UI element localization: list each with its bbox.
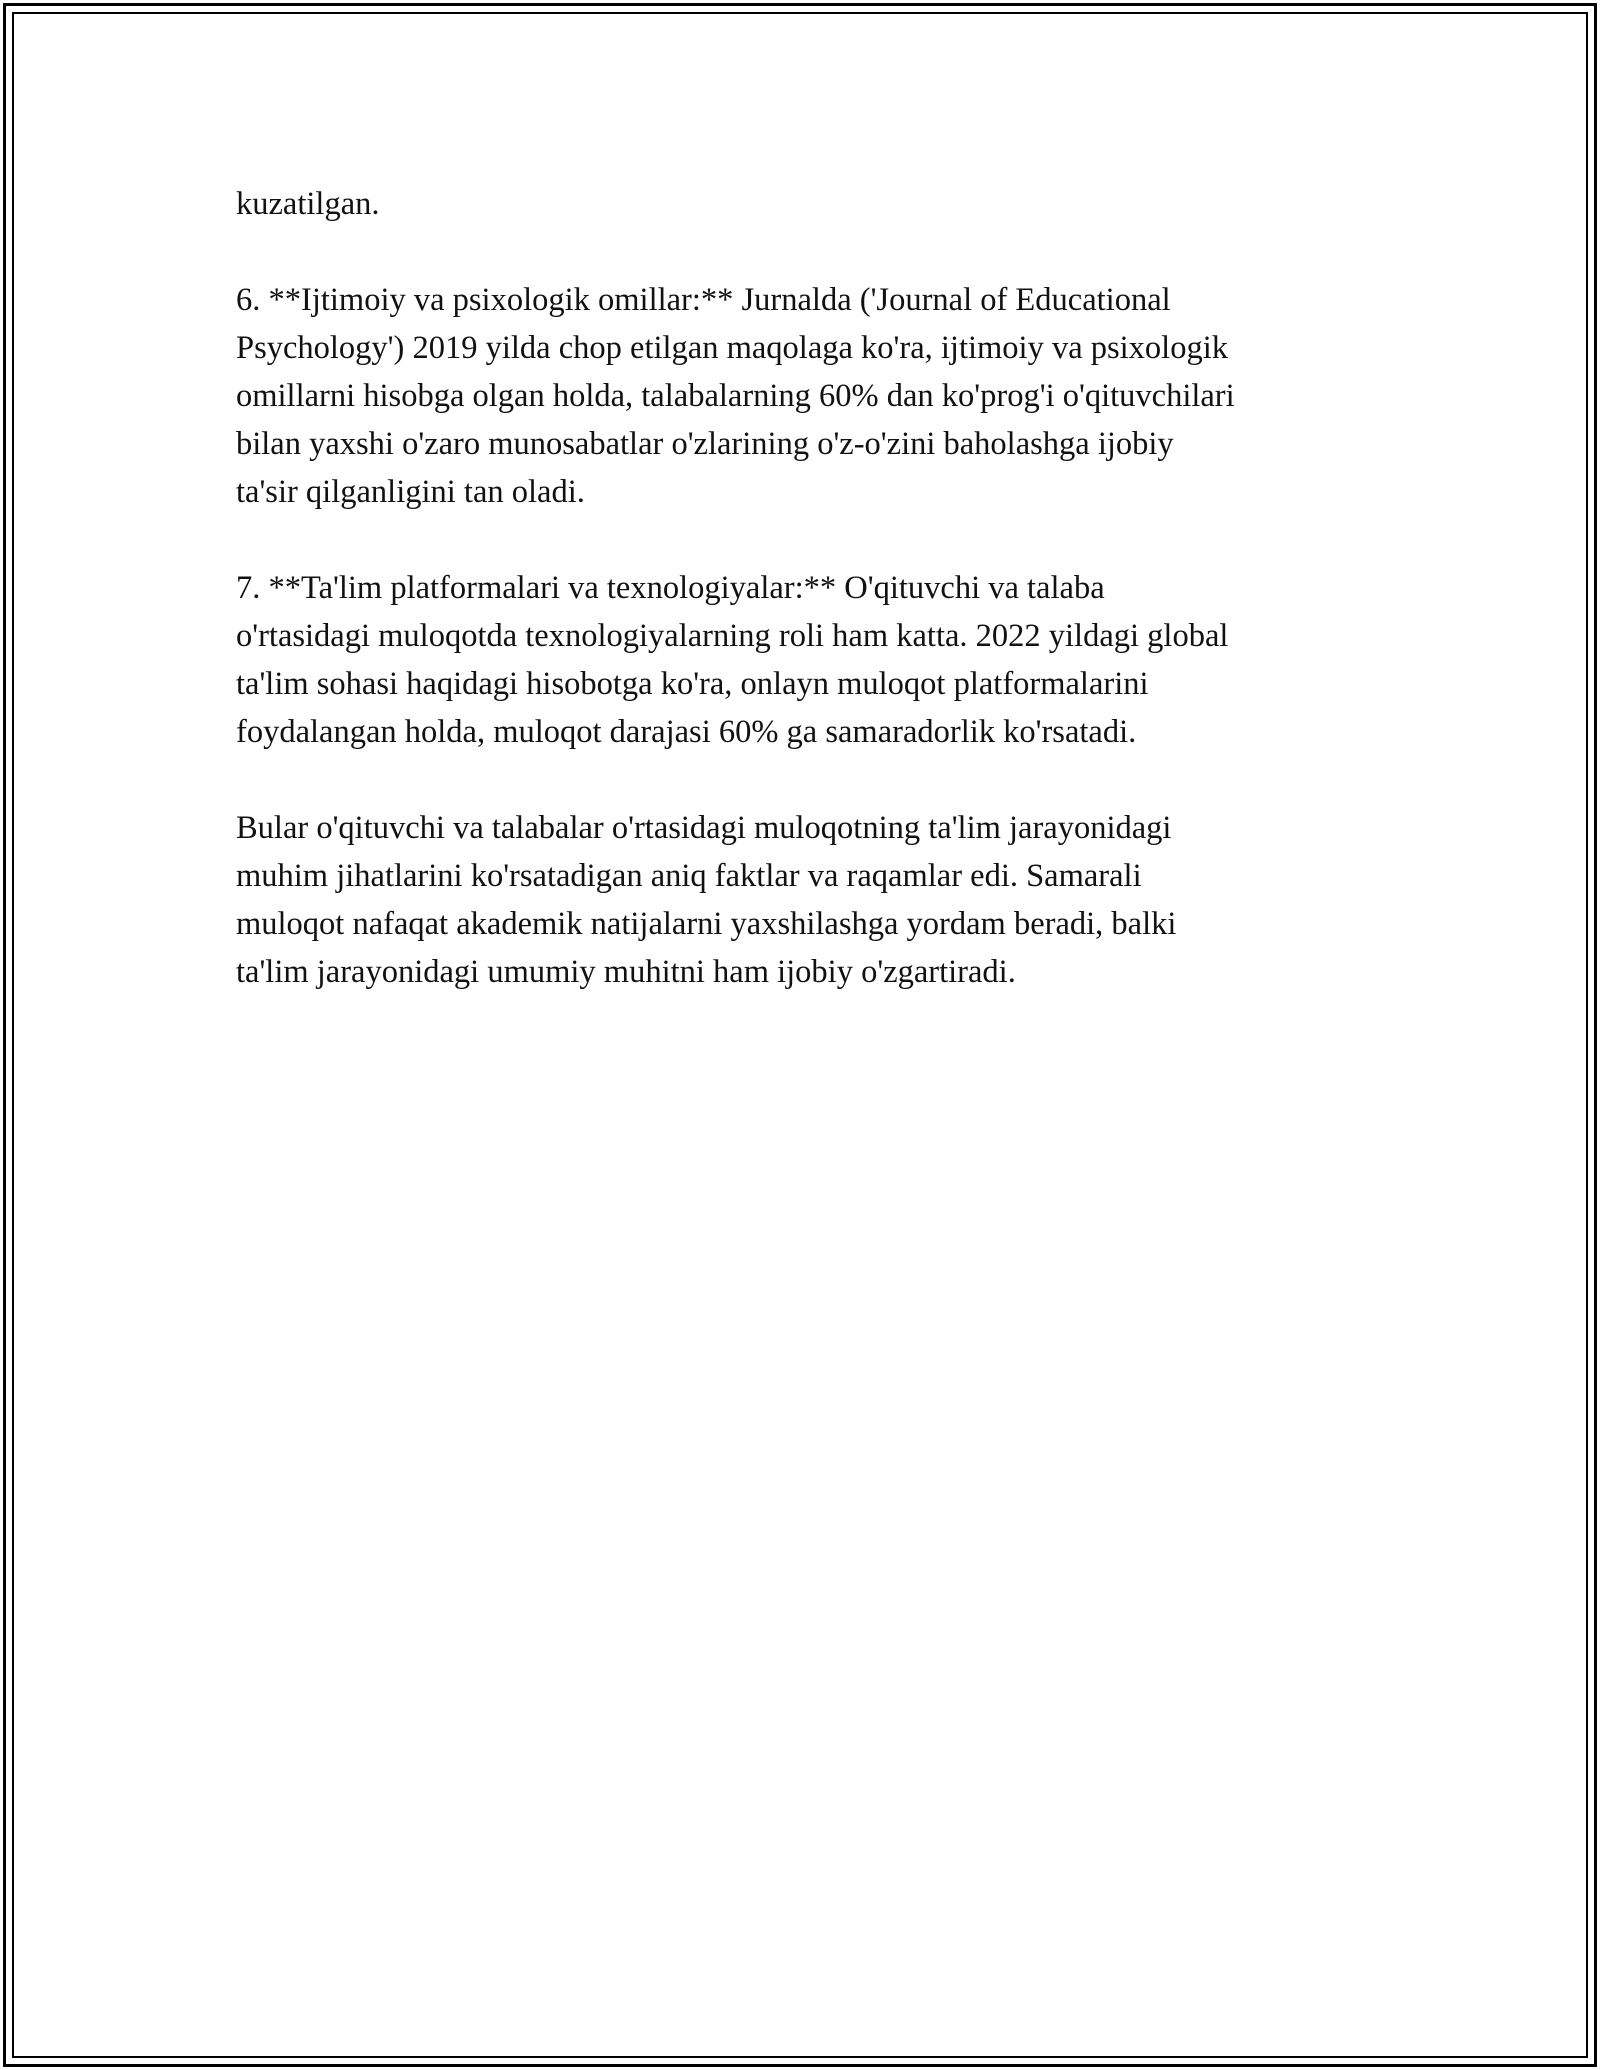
paragraph-item-6: [236, 276, 1396, 516]
text-line: ta'lim jarayonidagi umumiy muhitni ham ijobiy o'zgartiradi.: [236, 954, 1016, 990]
text-line: bilan yaxshi o'zaro munosabatlar o'zlarining o'z-o'zini baholashga ijobiy: [236, 426, 1174, 462]
text-line: ta'sir qilganligini tan oladi.: [236, 474, 585, 510]
text-line: muloqot nafaqat akademik natijalarni yaxshilashga yordam beradi, balki: [236, 906, 1177, 942]
text-line: Psychology') 2019 yilda chop etilgan maqolaga ko'ra, ijtimoiy va psixologik: [236, 330, 1228, 366]
text-line: 6. **Ijtimoiy va psixologik omillar:** Jurnalda ('Journal of Educational: [236, 282, 1171, 318]
text-line: muhim jihatlarini ko'rsatadigan aniq faktlar va raqamlar edi. Samarali: [236, 858, 1142, 894]
text-line: foydalangan holda, muloqot darajasi 60% ga samaradorlik ko'rsatadi.: [236, 714, 1137, 750]
text-line: omillarni hisobga olgan holda, talabalarning 60% dan ko'prog'i o'qituvchilari: [236, 378, 1235, 414]
paragraph-continuation: [236, 180, 1396, 228]
text-line: 7. **Ta'lim platformalari va texnologiyalar:** O'qituvchi va talaba: [236, 570, 1105, 606]
paragraph-conclusion: [236, 804, 1396, 996]
text-line: Bular o'qituvchi va talabalar o'rtasidagi muloqotning ta'lim jarayonidagi: [236, 810, 1172, 846]
text-line: ta'lim sohasi haqidagi hisobotga ko'ra, onlayn muloqot platformalarini: [236, 666, 1149, 702]
document-body: [236, 180, 1396, 1044]
paragraph-item-7: [236, 564, 1396, 756]
text-line: kuzatilgan.: [236, 186, 380, 222]
text-line: o'rtasidagi muloqotda texnologiyalarning roli ham katta. 2022 yildagi global: [236, 618, 1229, 654]
